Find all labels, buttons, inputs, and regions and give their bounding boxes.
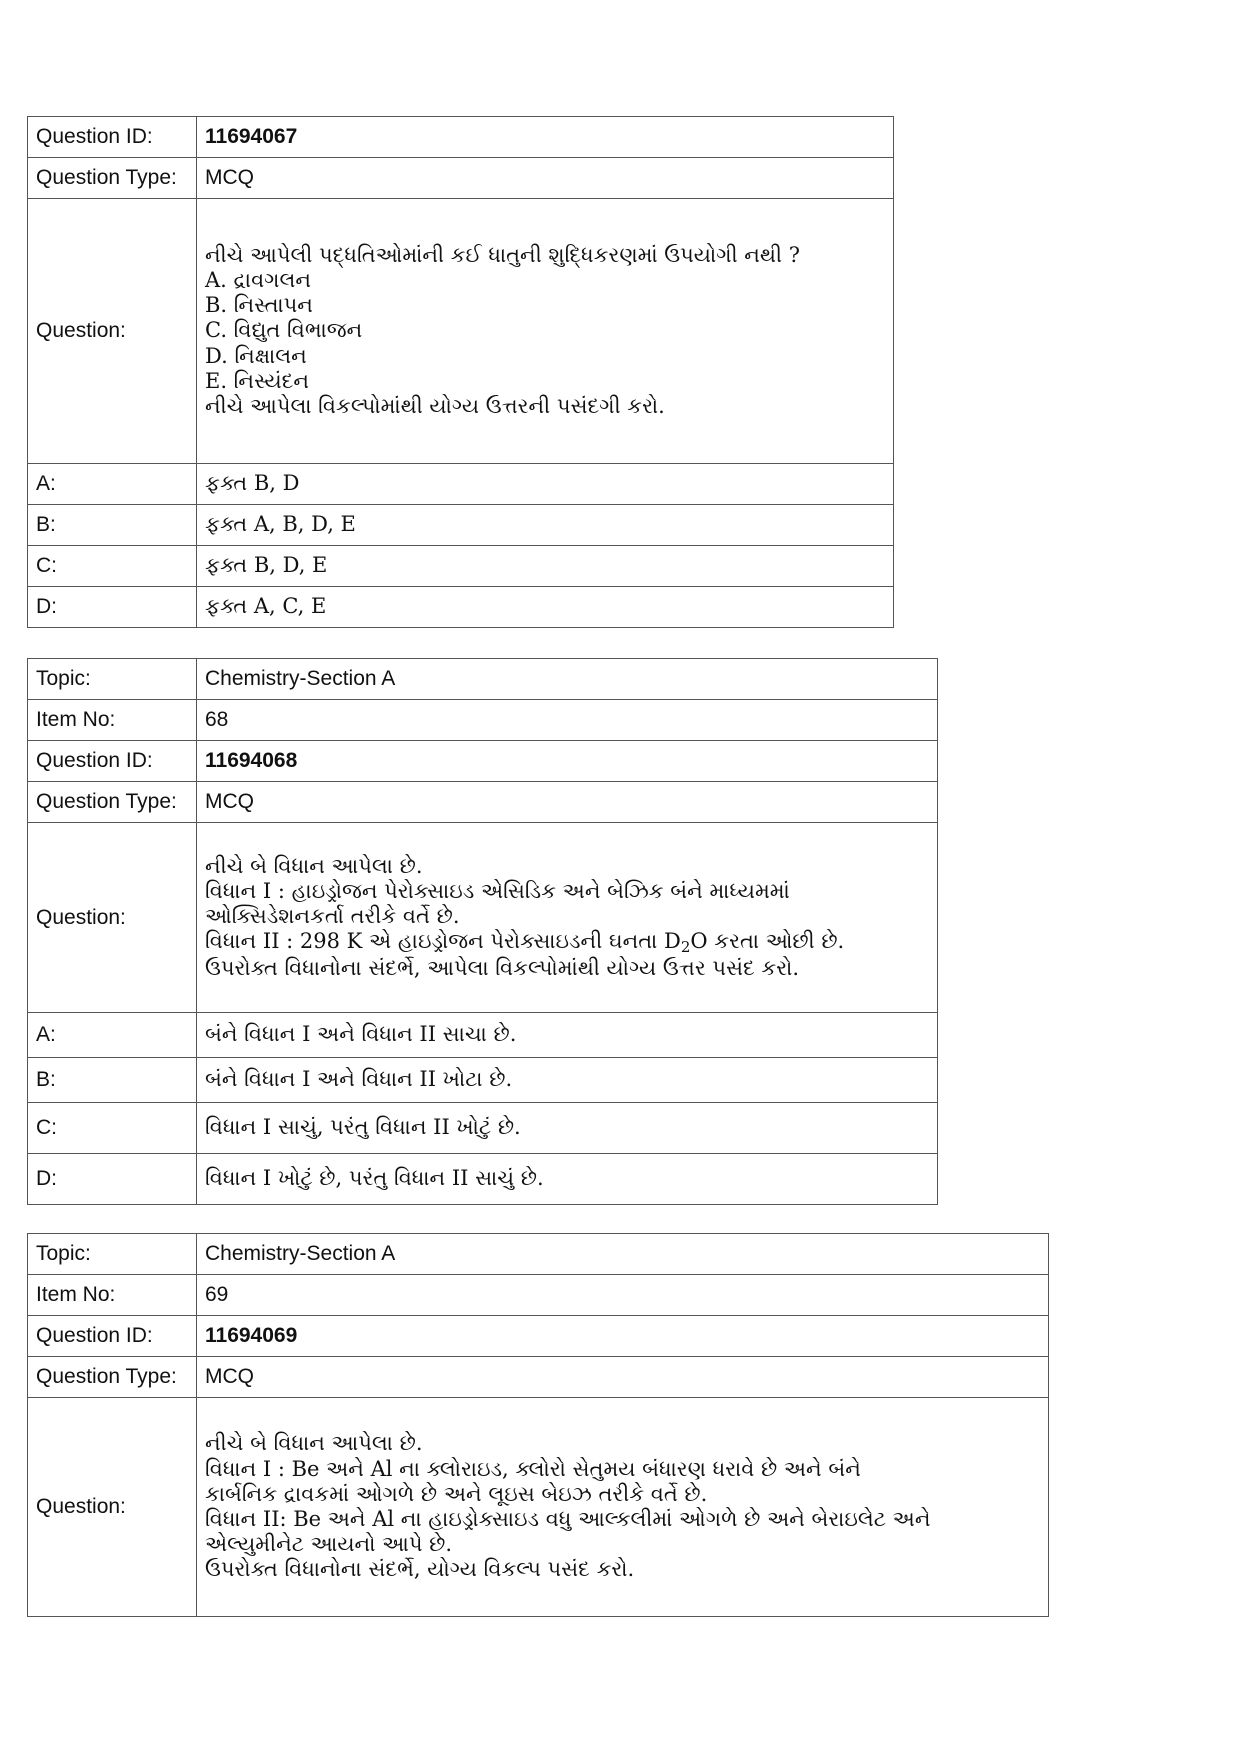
question-line: નીચે આપેલી પદ્ધતિઓમાંની કઈ ધાતુની શુદ્ધિકરણમાં ઉપયોગી નથી ?: [205, 242, 800, 267]
question-id-label: Question ID:: [28, 1316, 197, 1357]
option-label: D:: [28, 587, 197, 628]
question-text: [197, 199, 894, 464]
topic-row: [28, 659, 938, 700]
item-no-row: [28, 700, 938, 741]
question-id-value: 11694068: [197, 741, 938, 782]
question-type-label: Question Type:: [28, 158, 197, 199]
question-line: એલ્યુમીનેટ આયનો આપે છે.: [205, 1532, 453, 1557]
topic-value: Chemistry-Section A: [197, 659, 938, 700]
question-text: [197, 1398, 1049, 1617]
option-row-b: [28, 1058, 938, 1103]
question-label: Question:: [28, 1398, 197, 1617]
question-line: C. વિદ્યુત વિભાજન: [205, 318, 363, 343]
option-text: ફક્ત A, B, D, E: [197, 505, 894, 546]
item-no-label: Item No:: [28, 1275, 197, 1316]
item-no-label: Item No:: [28, 700, 197, 741]
question-type-value: MCQ: [197, 158, 894, 199]
topic-label: Topic:: [28, 1234, 197, 1275]
question-line: નીચે બે વિધાન આપેલા છે.: [205, 1431, 423, 1456]
item-no-value: 68: [197, 700, 938, 741]
option-label: B:: [28, 1058, 197, 1103]
option-row-d: [28, 1154, 938, 1205]
question-line: કાર્બનિક દ્રાવકમાં ઓગળે છે અને લૂઇસ બેઇઝ તરીકે વર્તે છે.: [205, 1481, 708, 1506]
question-label: Question:: [28, 823, 197, 1013]
subscript: 2: [680, 938, 691, 957]
option-row-c: [28, 1103, 938, 1154]
option-label: D:: [28, 1154, 197, 1205]
question-type-row: [28, 1357, 1049, 1398]
question-row: [28, 1398, 1049, 1617]
option-row-d: [28, 587, 894, 628]
option-label: A:: [28, 1013, 197, 1058]
question-line-part: વિધાન II : 298 K એ હાઇડ્રોજન પેરોક્સાઇડની ઘનતા D: [205, 929, 681, 954]
question-line: વિધાન I : હાઇડ્રોજન પેરોક્સાઇડ એસિડિક અને બેઝિક બંને માધ્યમમાં: [205, 878, 790, 903]
question-table-68: [27, 658, 938, 1205]
option-text: ફક્ત B, D, E: [197, 546, 894, 587]
question-type-label: Question Type:: [28, 1357, 197, 1398]
question-type-value: MCQ: [197, 1357, 1049, 1398]
question-line: નીચે આપેલા વિકલ્પોમાંથી યોગ્ય ઉત્તરની પસંદગી કરો.: [205, 393, 665, 418]
option-row-a: [28, 464, 894, 505]
question-table-67: [27, 116, 894, 628]
option-label: B:: [28, 505, 197, 546]
question-line: B. નિસ્તાપન: [205, 293, 313, 318]
question-line: E. નિસ્યંદન: [205, 368, 310, 393]
option-text: વિધાન I સાચું, પરંતુ વિધાન II ખોટું છે.: [197, 1103, 938, 1154]
option-text: બંને વિધાન I અને વિધાન II ખોટા છે.: [197, 1058, 938, 1103]
topic-row: [28, 1234, 1049, 1275]
question-line: ઉપરોક્ત વિધાનોના સંદર્ભે, આપેલા વિકલ્પોમાંથી યોગ્ય ઉત્તર પસંદ કરો.: [205, 956, 800, 981]
question-line: ઓક્સિડેશનકર્તા તરીકે વર્તે છે.: [205, 904, 460, 928]
question-id-value: 11694069: [197, 1316, 1049, 1357]
question-id-row: [28, 741, 938, 782]
question-id-label: Question ID:: [28, 741, 197, 782]
question-line: વિધાન I : Be અને Al ના ક્લોરાઇડ, ક્લોરો સેતુમય બંધારણ ધરાવે છે અને બંને: [205, 1456, 861, 1481]
option-row-c: [28, 546, 894, 587]
question-type-row: [28, 158, 894, 199]
question-id-label: Question ID:: [28, 117, 197, 158]
topic-label: Topic:: [28, 659, 197, 700]
option-row-a: [28, 1013, 938, 1058]
question-row: [28, 823, 938, 1013]
question-label: Question:: [28, 199, 197, 464]
option-label: C:: [28, 1103, 197, 1154]
option-text: વિધાન I ખોટું છે, પરંતુ વિધાન II સાચું છે.: [197, 1154, 938, 1205]
question-line: [205, 929, 929, 956]
option-text: બંને વિધાન I અને વિધાન II સાચા છે.: [197, 1013, 938, 1058]
question-type-value: MCQ: [197, 782, 938, 823]
question-line-part: O કરતા ઓછી છે.: [690, 929, 845, 954]
option-row-b: [28, 505, 894, 546]
option-label: C:: [28, 546, 197, 587]
question-line: ઉપરોક્ત વિધાનોના સંદર્ભે, યોગ્ય વિકલ્પ પસંદ કરો.: [205, 1557, 635, 1582]
question-id-row: [28, 117, 894, 158]
question-id-value: 11694067: [197, 117, 894, 158]
option-text: ફક્ત A, C, E: [197, 587, 894, 628]
question-id-row: [28, 1316, 1049, 1357]
question-type-row: [28, 782, 938, 823]
question-line: વિધાન II: Be અને Al ના હાઇડ્રોક્સાઇડ વધુ આલ્કલીમાં ઓગળે છે અને બેરાઇલેટ અને: [205, 1507, 931, 1531]
question-table-69: [27, 1233, 1049, 1617]
item-no-row: [28, 1275, 1049, 1316]
option-text: ફક્ત B, D: [197, 464, 894, 505]
question-row: [28, 199, 894, 464]
question-line: નીચે બે વિધાન આપેલા છે.: [205, 853, 423, 878]
question-text: [197, 823, 938, 1013]
question-line: A. દ્રાવગલન: [205, 268, 312, 293]
question-type-label: Question Type:: [28, 782, 197, 823]
question-line: D. નિક્ષાલન: [205, 343, 307, 368]
option-label: A:: [28, 464, 197, 505]
topic-value: Chemistry-Section A: [197, 1234, 1049, 1275]
item-no-value: 69: [197, 1275, 1049, 1316]
